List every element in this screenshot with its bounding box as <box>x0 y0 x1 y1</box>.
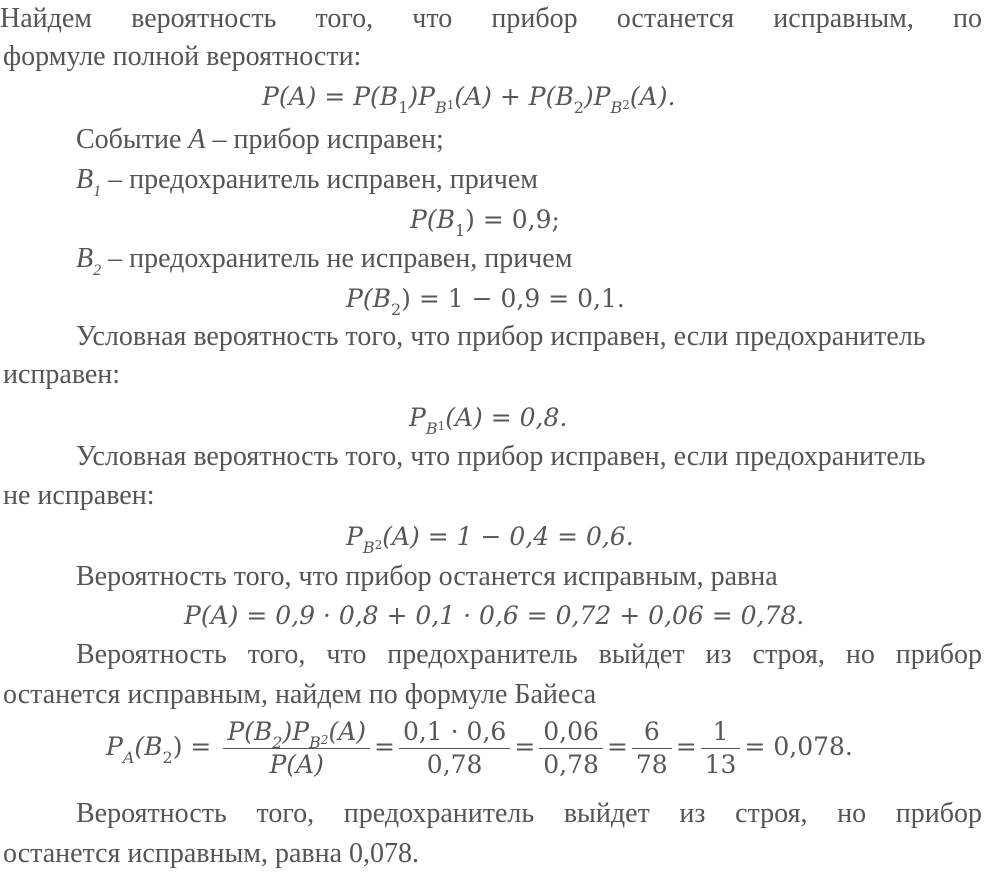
event-a-prefix: Событие <box>76 124 189 155</box>
p-b2-a-subscript-index: 2 <box>374 538 383 552</box>
term2-conditional-p: )P <box>583 82 611 111</box>
event-b1-symbol: B <box>76 164 94 195</box>
bayes-frac1-condition-symbol: B <box>309 733 321 752</box>
term2-probability: P(B <box>528 82 574 111</box>
bayes-equals-1: = <box>374 732 395 761</box>
p-b2-a-value: (A) = 1 − 0,4 = 0,6. <box>382 522 634 551</box>
bayes-paragraph-line-2 <box>3 678 596 712</box>
intro-paragraph-line-2 <box>3 40 361 74</box>
bayes-text-1: Вероятность того, что предохранитель выйдет из строя, но прибор <box>76 639 982 670</box>
event-b1-line <box>76 163 982 200</box>
conditional-2-text-2: не исправен: <box>3 480 155 511</box>
p-b1-a-value: (A) = 0,8. <box>445 403 568 432</box>
p-b2-a-subscript-symbol: B <box>362 538 375 557</box>
result-intro-text: Вероятность того, что прибор останется исправным, равна <box>76 561 778 592</box>
term1-probability: P(B <box>353 82 399 111</box>
p-a-result-formula <box>184 599 804 633</box>
term1-conditional-index: 1 <box>446 98 455 112</box>
bayes-lhs-argument-index: 2 <box>162 748 173 767</box>
bayes-fraction-2-denominator: 0,78 <box>426 750 483 779</box>
p-a-result: P(A) = 0,9 · 0,8 + 0,1 · 0,6 = 0,72 + 0,06 = 0,78. <box>184 601 805 630</box>
event-b2-subscript: 2 <box>93 262 102 279</box>
event-a-description: – прибор исправен; <box>205 124 444 155</box>
event-b1-subscript: 1 <box>93 183 102 200</box>
bayes-frac1-condition-index: 2 <box>320 733 329 747</box>
conditional-2-text-1: Условная вероятность того, что прибор исправен, если предохранитель <box>76 441 926 472</box>
conditional-1-text-2: исправен: <box>3 359 121 390</box>
p-b2-formula <box>346 282 625 319</box>
bayes-fraction-3-numerator: 0,06 <box>539 716 603 749</box>
event-a-symbol: A <box>188 124 206 155</box>
bayes-frac1-num-left: P(B <box>227 717 273 746</box>
event-b2-description: – предохранитель не исправен, причем <box>101 243 573 274</box>
conditional-1-text-1: Условная вероятность того, что прибор исправен, если предохранитель <box>76 321 926 352</box>
bayes-lhs-close: ) = <box>172 732 212 761</box>
final-text-1: Вероятность того, предохранитель выйдет из строя, но прибор <box>76 798 982 829</box>
term1-subscript: 1 <box>398 98 409 117</box>
bayes-frac1-num-mid: )P <box>282 717 310 746</box>
term1-conditional-p: )P <box>408 82 435 111</box>
p-b2-left: P(B <box>346 284 391 313</box>
bayes-frac1-num-index: 2 <box>272 733 283 752</box>
bayes-fraction-4-numerator: 6 <box>632 716 672 749</box>
event-a-line <box>76 123 982 157</box>
bayes-fraction-2-numerator: 0,1 · 0,6 <box>399 716 510 749</box>
bayes-fraction-1-numerator <box>223 716 370 752</box>
final-paragraph-line-1 <box>76 797 982 831</box>
bayes-result: = 0,078. <box>744 732 853 761</box>
p-b2-value: ) = 1 − 0,9 = 0,1. <box>401 284 625 313</box>
final-text-2: останется исправным, равна 0,078. <box>3 838 420 869</box>
bayes-fraction-5 <box>701 716 741 781</box>
bayes-paragraph-line-1 <box>76 638 982 672</box>
final-paragraph-line-2 <box>3 837 419 871</box>
bayes-formula <box>106 716 853 781</box>
p-b1-a-subscript-symbol: B <box>425 419 438 438</box>
p-b2-a-formula <box>346 520 634 557</box>
conditional-2-line-2 <box>3 479 154 513</box>
bayes-fraction-4-denominator: 78 <box>635 750 668 779</box>
bayes-fraction-3 <box>539 716 603 781</box>
term1-conditional-symbol: B <box>434 98 447 117</box>
conditional-1-line-1 <box>76 320 982 354</box>
p-b1-a-subscript-index: 1 <box>437 419 446 433</box>
p-b1-value: ) = 0,9; <box>465 205 560 234</box>
bayes-fraction-5-numerator: 1 <box>701 716 741 749</box>
bayes-frac1-num-tail: (A) <box>328 717 366 746</box>
total-probability-lhs: P(A) = <box>262 82 354 111</box>
p-b1-subscript: 1 <box>454 221 466 240</box>
term2-tail: (A). <box>629 82 676 111</box>
term2-conditional-index: 2 <box>622 98 630 112</box>
bayes-lhs-argument: (B <box>134 732 163 761</box>
bayes-fraction-3-denominator: 0,78 <box>543 750 599 779</box>
p-b1-a-left: P <box>409 403 426 432</box>
conditional-1-line-2 <box>3 358 120 392</box>
conditional-2-line-1 <box>76 440 982 474</box>
p-b2-a-left: P <box>346 522 363 551</box>
total-probability-formula <box>262 80 676 117</box>
term2-subscript: 2 <box>573 98 584 117</box>
bayes-equals-2: = <box>514 732 536 761</box>
p-b1-a-formula <box>409 401 568 438</box>
intro-paragraph-line-1 <box>0 2 982 36</box>
bayes-lhs-p: P <box>106 732 123 761</box>
bayes-fraction-1-denominator: P(A) <box>269 750 324 779</box>
event-b2-line <box>76 242 982 279</box>
intro-text-1: Найдем вероятность того, что прибор останется исправным, по <box>0 3 982 34</box>
term2-conditional-symbol: B <box>610 98 623 117</box>
bayes-fraction-1 <box>223 716 370 781</box>
event-b2-symbol: B <box>76 243 94 274</box>
event-b1-description: – предохранитель исправен, причем <box>101 164 538 195</box>
p-b1-formula <box>410 203 560 240</box>
bayes-equals-3: = <box>606 732 628 761</box>
bayes-fraction-4 <box>632 716 672 781</box>
result-intro-line <box>76 560 982 594</box>
p-b1-left: P(B <box>410 205 455 234</box>
bayes-fraction-2 <box>399 716 510 781</box>
bayes-lhs-subscript: A <box>122 748 135 767</box>
p-b2-subscript: 2 <box>390 300 402 319</box>
bayes-text-2: останется исправным, найдем по формуле Байеса <box>3 679 597 710</box>
bayes-equals-4: = <box>675 732 697 761</box>
intro-text-2: формуле полной вероятности: <box>3 41 362 72</box>
bayes-fraction-5-denominator: 13 <box>704 750 737 779</box>
term1-tail: (A) + <box>454 82 529 111</box>
